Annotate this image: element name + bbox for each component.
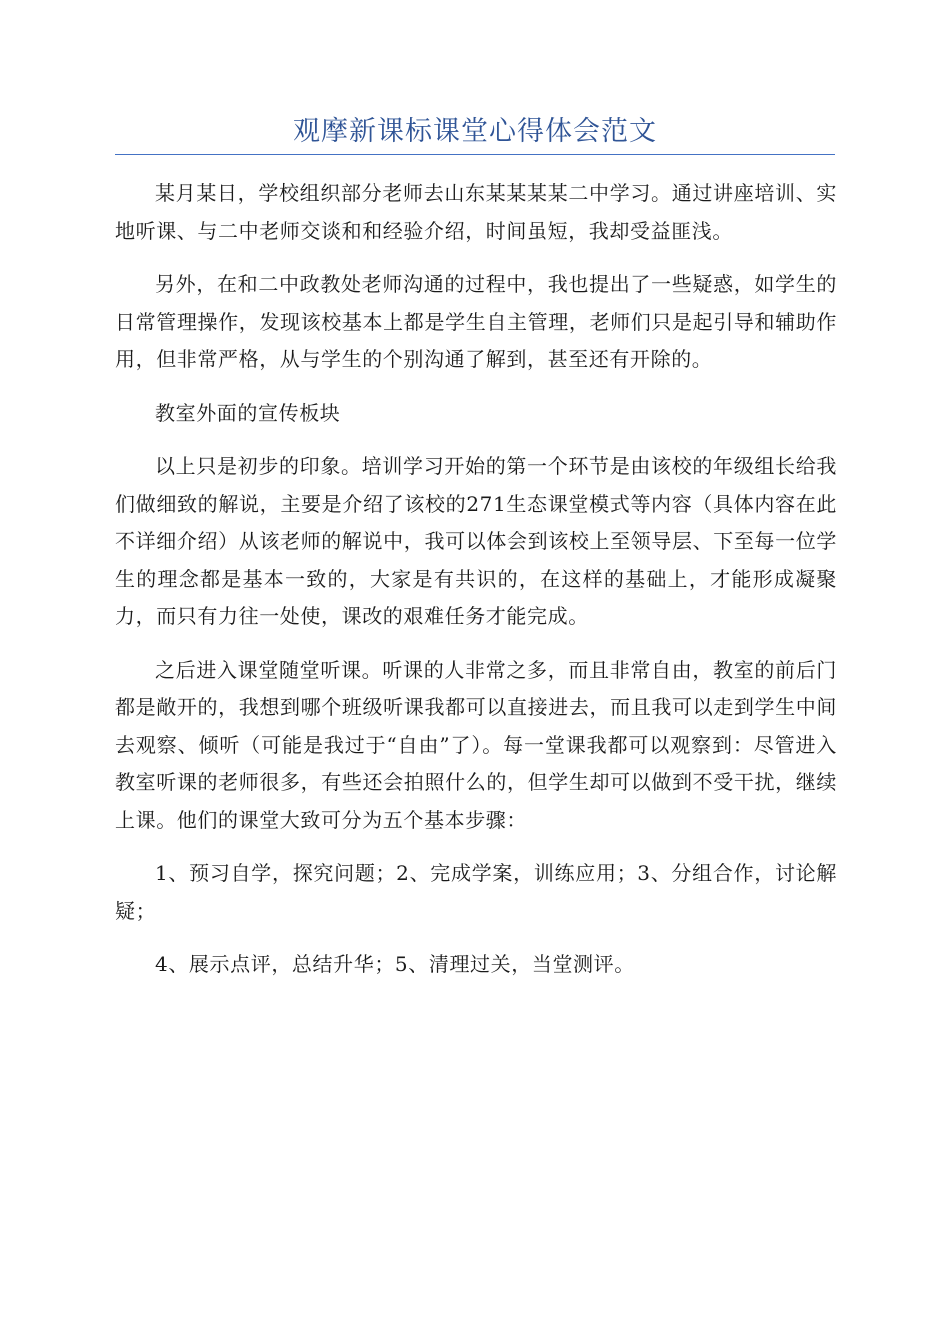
paragraph-5: 之后进入课堂随堂听课。听课的人非常之多，而且非常自由，教室的前后门都是敞开的，我想到哪个班级听课我都可以直接进去，而且我可以走到学生中间去观察、倾听（可能是我过于“自由”了）。每一堂课我都可以观察到：尽管进入教室听课的老师很多，有些还会拍照什么的，但学生却可以做到不受干扰，继续上课。他们的课堂大致可分为五个基本步骤： — [115, 657, 837, 832]
paragraph-4: 以上只是初步的印象。培训学习开始的第一个环节是由该校的年级组长给我们做细致的解说，主要是介绍了该校的271生态课堂模式等内容（具体内容在此不详细介绍）从该老师的解说中，我可以体会到该校上至领导层、下至每一位学生的理念都是基本一致的，大家是有共识的，在这样的基础上，才能形成凝聚力，而只有力往一处使，课改的艰难任务才能完成。 — [115, 454, 837, 628]
paragraph-3: 教室外面的宣传板块 — [155, 400, 341, 425]
paragraph-1: 某月某日，学校组织部分老师去山东某某某某二中学习。通过讲座培训、实地听课、与二中老师交谈和和经验介绍，时间虽短，我却受益匪浅。 — [115, 181, 837, 243]
paragraph-7: 4、展示点评，总结升华；5、清理过关，当堂测评。 — [155, 952, 635, 976]
title-underline — [115, 154, 835, 155]
paragraph-2: 另外，在和二中政教处老师沟通的过程中，我也提出了一些疑惑，如学生的日常管理操作，发现该校基本上都是学生自主管理，老师们只是起引导和辅助作用，但非常严格，从与学生的个别沟通了解到，甚至还有开除的。 — [115, 272, 837, 371]
paragraph-6: 1、预习自学，探究问题；2、完成学案，训练应用；3、分组合作，讨论解疑； — [115, 861, 837, 923]
document-body — [115, 175, 837, 1000]
document-title: 观摩新课标课堂心得体会范文 — [293, 116, 657, 147]
